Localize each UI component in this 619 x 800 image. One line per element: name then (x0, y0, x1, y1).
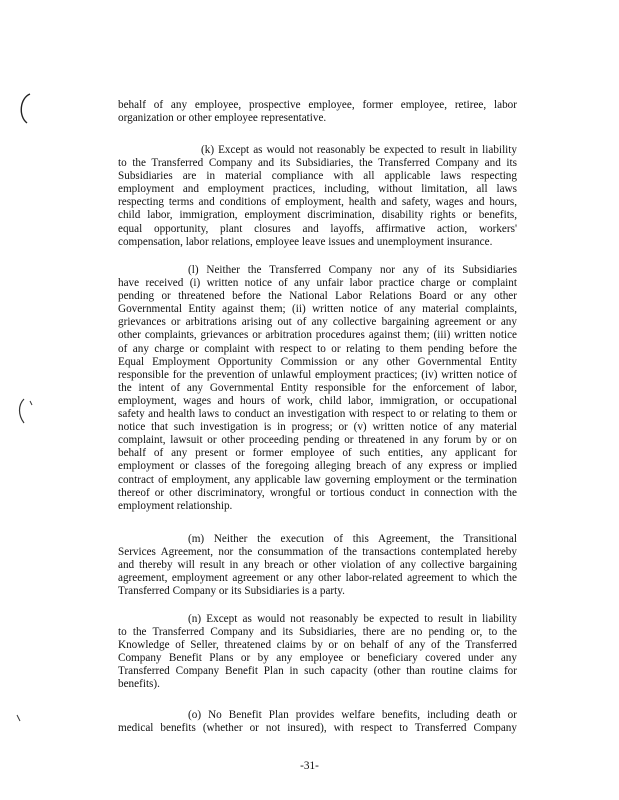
text-line: respecting terms and conditions of employment, health and safety, wages and hours, (118, 196, 517, 209)
scan-bracket-mark-top (14, 92, 34, 126)
text-line: and thereby will result in any breach or other violation of any collective bargaining (118, 559, 517, 572)
text-line: Governmental Entity against them; (ii) written notice of any material complaints, (118, 303, 517, 316)
text-line: Transferred Company Benefit Plan in such capacity (other than routine claims for (118, 665, 517, 678)
text-line: to the Transferred Company and its Subsidiaries, there are no pending or, to the (118, 626, 517, 639)
text-line: employment relationship. (118, 499, 233, 512)
text-line: to the Transferred Company and its Subsidiaries, the Transferred Company and its (118, 157, 517, 170)
text-line: safety and health laws to conduct an investigation with respect to or relating to them or (118, 408, 517, 421)
text-line: pending or threatened before the National Labor Relations Board or any other (118, 290, 517, 303)
text-line: complaint, lawsuit or other proceeding pending or threatened in any forum by or on (118, 434, 517, 447)
page-number: -31- (300, 760, 319, 772)
text-line: have received (i) written notice of any unfair labor practice charge or complaint (118, 277, 517, 290)
text-line: medical benefits (whether or not insured), with respect to Transferred Company (118, 722, 517, 735)
scan-bracket-mark-middle (14, 395, 36, 429)
text-line: employment and employment practices, including, without limitation, all laws (118, 183, 517, 196)
text-line: Subsidiaries are in material compliance with all applicable laws respecting (118, 170, 517, 183)
text-line: organization or other employee representative. (118, 112, 327, 125)
paragraph-m (118, 533, 517, 598)
text-line: the intent of any Governmental Entity responsible for the enforcement of labor, (118, 381, 517, 394)
text-line: agreement, employment agreement or any other labor-related agreement to which the (118, 572, 517, 585)
text-line: employment, wages and hours of work, child labor, immigration, or occupational (118, 394, 517, 407)
text-line: thereof or other discriminatory, wrongful or tortious conduct in connection with the (118, 486, 517, 499)
text-line: Knowledge of Seller, threatened claims by or on behalf of any of the Transferred (118, 639, 517, 652)
paragraph-n (118, 613, 517, 692)
text-line: behalf of any employee, prospective employee, former employee, retiree, labor (118, 99, 517, 111)
text-line: Services Agreement, nor the consummation of the transactions contemplated hereby (118, 546, 517, 559)
text-line: responsible for the prevention of unlawful employment practices; (iv) written notice of (118, 368, 517, 381)
text-line: notice that such investigation is in progress; or (v) written notice of any material (118, 421, 517, 434)
paragraph-l (118, 264, 517, 513)
text-line: Equal Employment Opportunity Commission or any other Governmental Entity (118, 355, 517, 368)
text-line: equal opportunity, plant closures and layoffs, affirmative action, workers' (118, 222, 517, 235)
text-line: (o) No Benefit Plan provides welfare benefits, including death or (188, 709, 517, 721)
text-line: (l) Neither the Transferred Company nor any of its Subsidiaries (188, 264, 517, 276)
paragraph-o (118, 709, 517, 735)
text-line: behalf of any present or former employee of such entities, any applicant for (118, 447, 517, 460)
text-line: grievances or arbitrations arising out of any collective bargaining agreement or any (118, 316, 517, 329)
paragraph-k (118, 144, 517, 249)
text-line: (n) Except as would not reasonably be expected to result in liability (188, 613, 517, 625)
text-line: Company Benefit Plans or by any employee or beneficiary covered under any (118, 652, 517, 665)
paragraph-continuation (118, 99, 517, 125)
text-line: compensation, labor relations, employee leave issues and unemployment insurance. (118, 235, 493, 248)
text-line: contract of employment, any applicable law governing employment or the termination (118, 473, 517, 486)
text-line: other complaints, grievances or arbitration procedures against them; (iii) written notice (118, 329, 517, 342)
text-line: (k) Except as would not reasonably be expected to result in liability (201, 144, 517, 156)
text-line: child labor, immigration, employment discrimination, disability rights or benefits, (118, 209, 517, 222)
scan-dot-mark-bottom (14, 712, 24, 724)
text-line: of any charge or complaint with respect to or relating to them pending before the (118, 342, 517, 355)
text-line: employment or classes of the foregoing alleging breach of any express or implied (118, 460, 517, 473)
text-line: Transferred Company or its Subsidiaries is a party. (118, 585, 345, 598)
text-line: benefits). (118, 678, 160, 691)
text-line: (m) Neither the execution of this Agreement, the Transitional (188, 533, 517, 545)
